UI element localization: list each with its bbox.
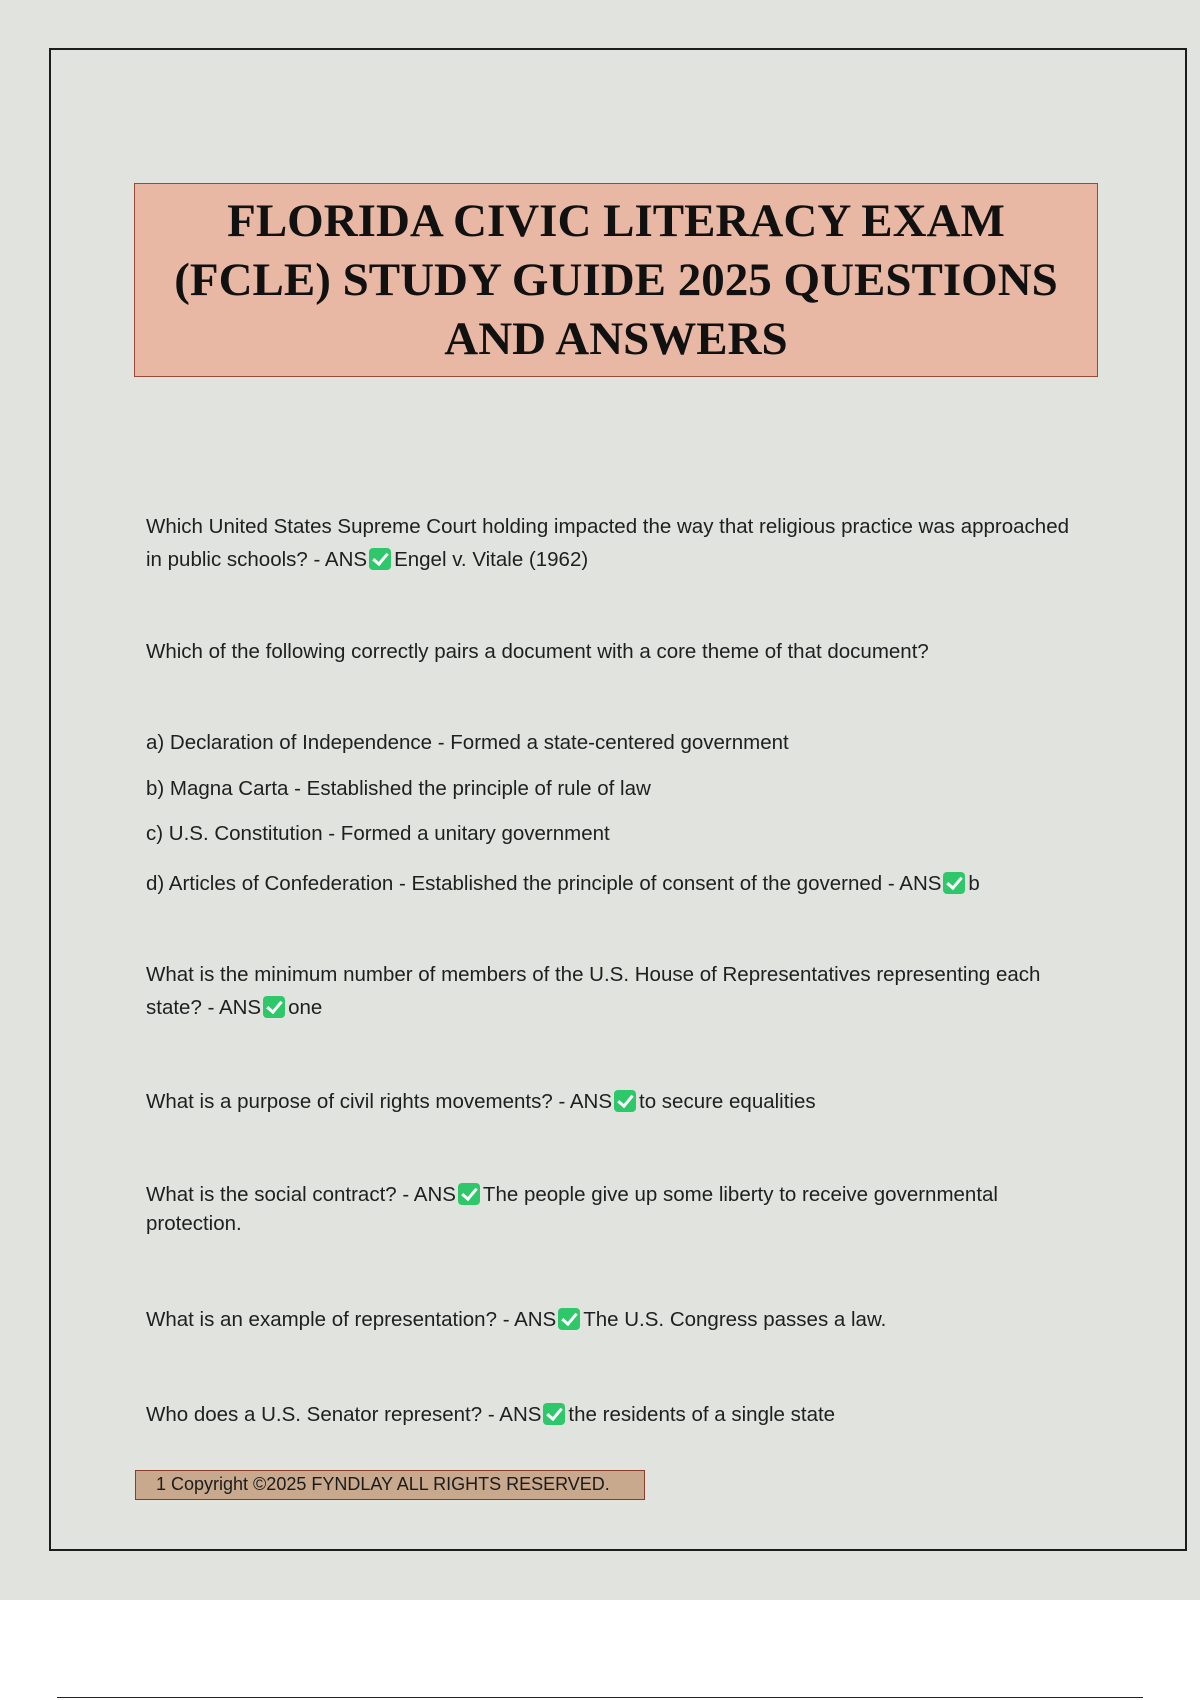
answer-text: The people give up some liberty to receive governmental protection. <box>146 1183 998 1235</box>
title-line-2: (FCLE) STUDY GUIDE 2025 QUESTIONS <box>174 253 1058 306</box>
answer-text: to secure equalities <box>639 1090 816 1113</box>
check-icon <box>263 996 285 1018</box>
question-text: Which United States Supreme Court holding impacted the way that religious practice was approached in public schools? <box>146 515 1069 571</box>
ans-label: - ANS <box>502 1308 557 1331</box>
check-icon <box>614 1090 636 1112</box>
copyright-text: 1 Copyright ©2025 FYNDLAY ALL RIGHTS RESERVED. <box>156 1474 610 1494</box>
ans-label: - ANS <box>313 548 368 571</box>
option-text: c) U.S. Constitution - Formed a unitary government <box>146 822 610 845</box>
answer-text: the residents of a single state <box>568 1403 836 1426</box>
option-b <box>146 772 1086 805</box>
ans-label: - ANS <box>487 1403 542 1426</box>
question-text: What is the social contract? <box>146 1183 397 1206</box>
check-icon <box>458 1183 480 1205</box>
check-icon <box>558 1308 580 1330</box>
question-text: What is a purpose of civil rights movements? <box>146 1090 553 1113</box>
document-title <box>174 192 1058 369</box>
option-text: b) Magna Carta - Established the principle of rule of law <box>146 777 651 800</box>
answer-text: The U.S. Congress passes a law. <box>583 1308 887 1331</box>
question-text: What is the minimum number of members of the U.S. House of Representatives representing each state? <box>146 963 1041 1019</box>
qa-item-3 <box>146 958 1086 1024</box>
answer-text: b <box>968 872 980 895</box>
ans-label: - ANS <box>207 996 262 1019</box>
option-a <box>146 726 1086 759</box>
check-icon <box>369 548 391 570</box>
qa-item-4 <box>146 1085 1086 1118</box>
option-text: a) Declaration of Independence - Formed a state-centered government <box>146 731 789 754</box>
qa-item-7 <box>146 1398 1086 1431</box>
bottom-divider <box>57 1697 1143 1698</box>
option-text: d) Articles of Confederation - Established the principle of consent of the governed <box>146 872 883 895</box>
question-text: Which of the following correctly pairs a document with a core theme of that document? <box>146 640 929 663</box>
check-icon <box>943 872 965 894</box>
copyright-footer <box>135 1470 645 1500</box>
ans-label: - ANS <box>402 1183 456 1206</box>
title-line-3: AND ANSWERS <box>444 312 788 365</box>
title-line-1: FLORIDA CIVIC LITERACY EXAM <box>227 194 1005 247</box>
option-d <box>146 867 1086 900</box>
question-text: Who does a U.S. Senator represent? <box>146 1403 483 1426</box>
title-banner <box>134 183 1098 377</box>
question-text: What is an example of representation? <box>146 1308 497 1331</box>
ans-label: - ANS <box>558 1090 612 1113</box>
qa-item-5 <box>146 1180 1086 1238</box>
answer-text: one <box>288 996 323 1019</box>
check-icon <box>543 1403 565 1425</box>
ans-label: - ANS <box>887 872 942 895</box>
option-c <box>146 817 1086 850</box>
answer-text: Engel v. Vitale (1962) <box>394 548 589 571</box>
qa-item-1 <box>146 510 1086 576</box>
qa-item-2-question <box>146 635 1086 668</box>
qa-item-6 <box>146 1303 1086 1336</box>
